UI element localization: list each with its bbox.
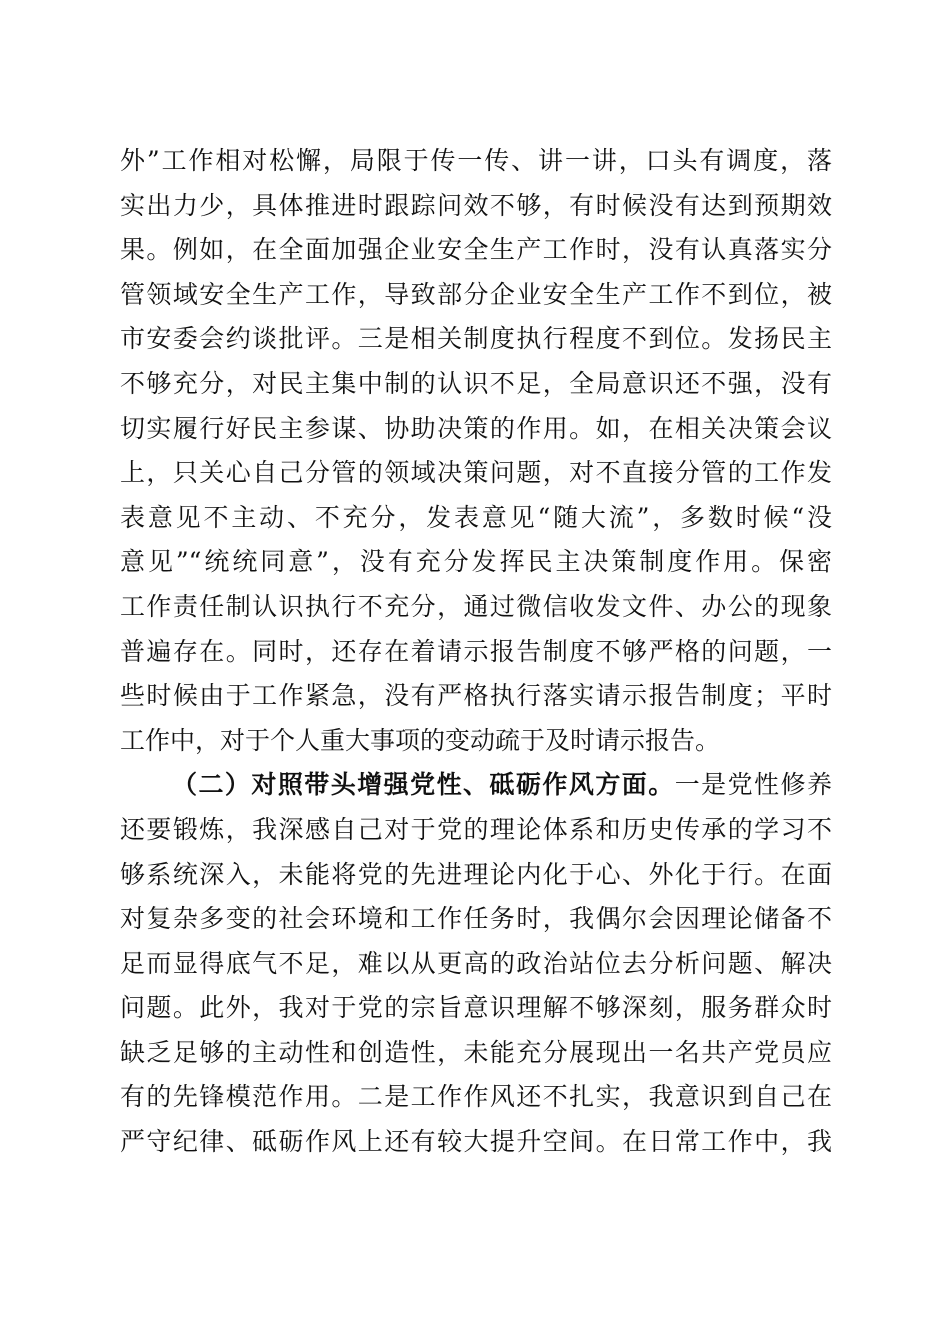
text-line: 普遍存在。同时，还存在着请示报告制度不够严格的问题，一 bbox=[120, 636, 832, 666]
document-body bbox=[120, 139, 832, 1165]
text-line: 表意见不主动、不充分，发表意见“随大流”，多数时候“没 bbox=[120, 502, 832, 532]
paragraph-1 bbox=[120, 139, 832, 763]
text-line: 外”工作相对松懈，局限于传一传、讲一讲，口头有调度，落 bbox=[120, 146, 832, 175]
text-line: 足而显得底气不足，难以从更高的政治站位去分析问题、解决 bbox=[120, 948, 832, 978]
section-heading-line bbox=[120, 763, 832, 808]
text-line: 果。例如，在全面加强企业安全生产工作时，没有认真落实分 bbox=[120, 235, 832, 265]
text-line: 上，只关心自己分管的领域决策问题，对不直接分管的工作发 bbox=[120, 458, 832, 488]
text-line: 实出力少，具体推进时跟踪问效不够，有时候没有达到预期效 bbox=[120, 190, 832, 220]
text-line: 缺乏足够的主动性和创造性，未能充分展现出一名共产党员应 bbox=[120, 1037, 832, 1067]
paragraph-2 bbox=[120, 763, 832, 1164]
text-line: 够系统深入，未能将党的先进理论内化于心、外化于行。在面 bbox=[120, 859, 832, 889]
text-line: 还要锻炼，我深感自己对于党的理论体系和历史传承的学习不 bbox=[120, 814, 832, 844]
text-line: 切实履行好民主参谋、协助决策的作用。如，在相关决策会议 bbox=[120, 413, 832, 443]
text-line: 有的先锋模范作用。二是工作作风还不扎实，我意识到自己在 bbox=[120, 1082, 832, 1112]
text-line: 工作中，对于个人重大事项的变动疏于及时请示报告。 bbox=[120, 725, 721, 755]
text-line: 管领域安全生产工作，导致部分企业安全生产工作不到位，被 bbox=[120, 279, 832, 309]
text-line: 市安委会约谈批评。三是相关制度执行程度不到位。发扬民主 bbox=[120, 324, 832, 354]
text-line: 些时候由于工作紧急，没有严格执行落实请示报告制度；平时 bbox=[120, 681, 832, 711]
text-line: 严守纪律、砥砺作风上还有较大提升空间。在日常工作中，我 bbox=[120, 1127, 832, 1157]
section-heading-continuation: 一是党性修养 bbox=[674, 770, 832, 800]
section-heading: （二）对照带头增强党性、砥砺作风方面。 bbox=[172, 770, 675, 800]
text-line: 不够充分，对民主集中制的认识不足，全局意识还不强，没有 bbox=[120, 368, 832, 398]
text-line: 工作责任制认识执行不充分，通过微信收发文件、办公的现象 bbox=[120, 591, 832, 621]
text-line: 问题。此外，我对于党的宗旨意识理解不够深刻，服务群众时 bbox=[120, 993, 832, 1023]
text-line: 意见”“统统同意”，没有充分发挥民主决策制度作用。保密 bbox=[120, 547, 832, 577]
text-line: 对复杂多变的社会环境和工作任务时，我偶尔会因理论储备不 bbox=[120, 904, 832, 934]
